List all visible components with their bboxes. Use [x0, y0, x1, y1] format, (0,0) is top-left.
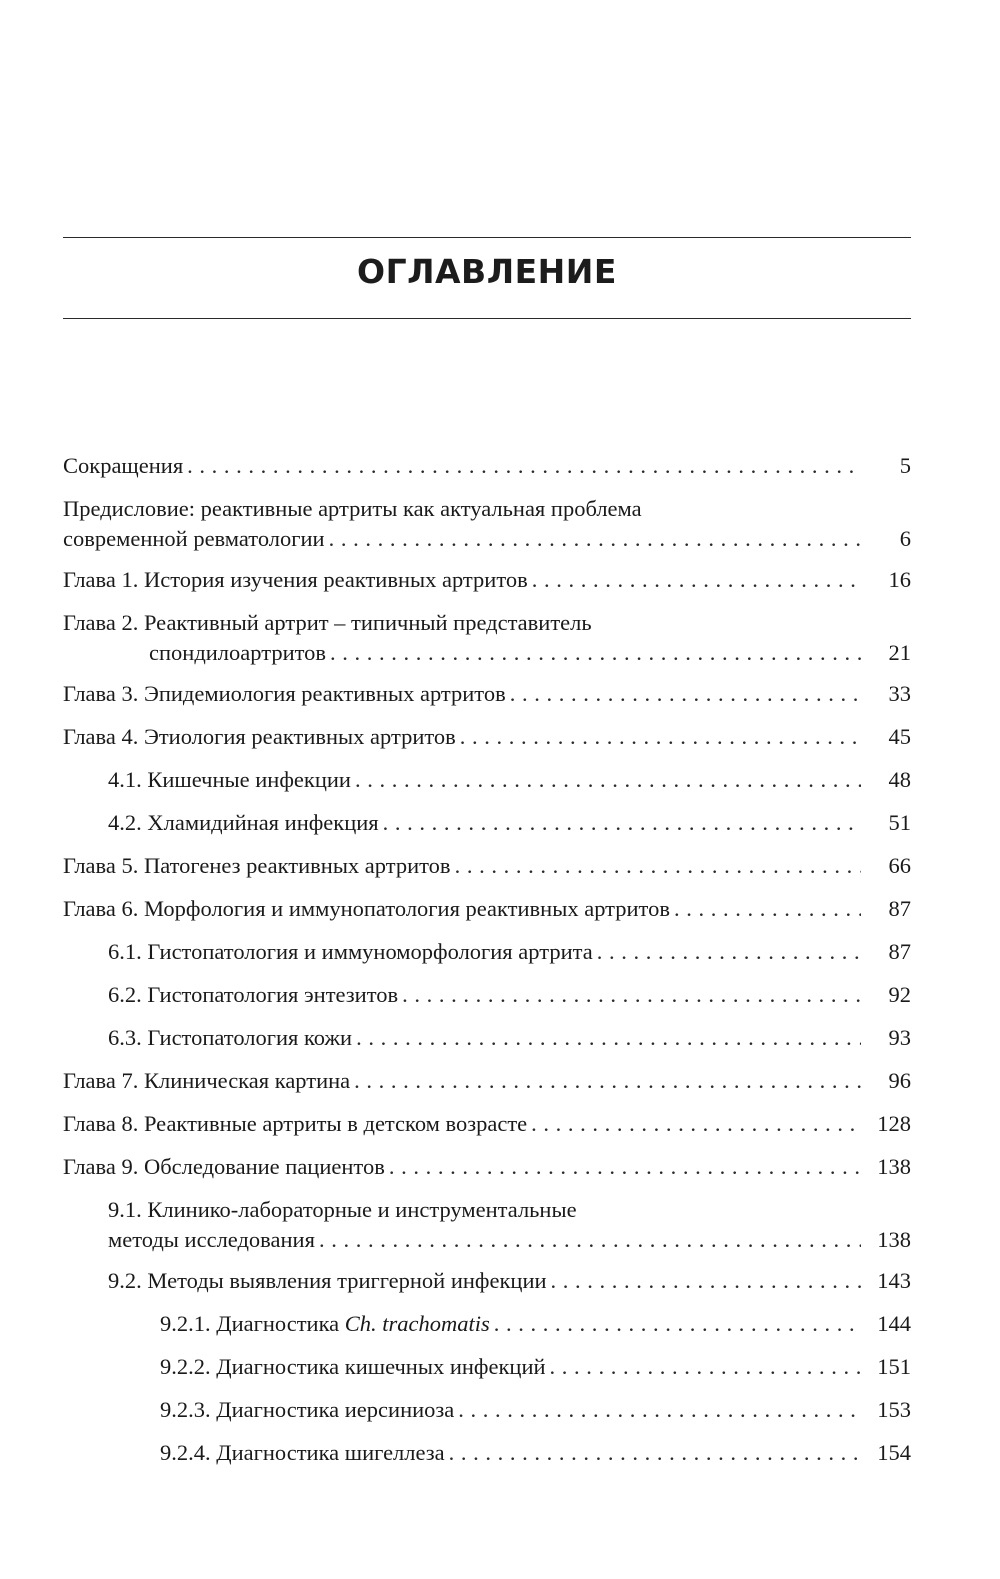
dot-leader [458, 1395, 861, 1425]
toc-entry[interactable] [63, 679, 911, 709]
toc-entry[interactable] [63, 1152, 911, 1182]
toc-entry[interactable] [63, 937, 911, 967]
toc-entry-title-line1: 9.1. Клинико-лабораторные и инструментальные [108, 1197, 577, 1222]
dot-leader [551, 1266, 861, 1296]
toc-entry-title: Глава 6. Морфология и иммунопатология реактивных артритов [63, 896, 670, 921]
toc-entry-page: 154 [877, 1440, 911, 1465]
toc-entry[interactable] [63, 980, 911, 1010]
toc-entry-title: Глава 5. Патогенез реактивных артритов [63, 853, 451, 878]
toc-entry-page: 87 [888, 896, 911, 921]
toc-entry-page: 51 [888, 810, 911, 835]
toc-entry-page: 153 [877, 1397, 911, 1422]
toc-entry-page: 92 [888, 982, 911, 1007]
toc-entry-title: Глава 3. Эпидемиология реактивных артритов [63, 681, 506, 706]
dot-leader [494, 1309, 861, 1339]
dot-leader [355, 765, 861, 795]
toc-entry-page: 93 [888, 1025, 911, 1050]
dot-leader [187, 451, 861, 481]
toc-entry[interactable] [63, 494, 911, 554]
toc-list [63, 0, 911, 1579]
toc-entry-page: 87 [888, 939, 911, 964]
toc-entry[interactable] [63, 808, 911, 838]
toc-entry-title: Глава 8. Реактивные артриты в детском возрасте [63, 1111, 528, 1136]
toc-entry[interactable] [63, 851, 911, 881]
dot-leader [674, 894, 861, 924]
toc-entry-title: спондилоартритов [149, 640, 327, 665]
dot-leader [356, 1023, 861, 1053]
toc-entry[interactable] [63, 451, 911, 481]
toc-entry[interactable] [63, 1352, 911, 1382]
toc-entry[interactable] [63, 1195, 911, 1255]
page-title: ОГЛАВЛЕНИЕ [357, 252, 617, 291]
toc-entry-page: 96 [888, 1068, 911, 1093]
toc-entry-page: 144 [877, 1311, 911, 1336]
toc-entry-title: Глава 7. Клиническая картина [63, 1068, 351, 1093]
dot-leader [550, 1352, 861, 1382]
dot-leader [449, 1438, 861, 1468]
toc-entry-title: Глава 1. История изучения реактивных артритов [63, 567, 528, 592]
toc-entry[interactable] [63, 1438, 911, 1468]
toc-entry-title: Глава 9. Обследование пациентов [63, 1154, 385, 1179]
toc-entry-title: 4.1. Кишечные инфекции [108, 767, 351, 792]
toc-entry-title: Сокращения [63, 453, 184, 478]
toc-entry[interactable] [63, 765, 911, 795]
toc-entry-page: 48 [888, 767, 911, 792]
dot-leader [383, 808, 861, 838]
toc-entry-title: 6.1. Гистопатология и иммуноморфология артрита [108, 939, 593, 964]
dot-leader [532, 565, 861, 595]
dot-leader [531, 1109, 861, 1139]
toc-entry-page: 66 [888, 853, 911, 878]
toc-entry-title: современной ревматологии [63, 526, 325, 551]
toc-entry-title: 9.2. Методы выявления триггерной инфекции [108, 1268, 547, 1293]
toc-entry-page: 143 [877, 1268, 911, 1293]
toc-entry[interactable] [63, 565, 911, 595]
toc-entry-title-prefix: 9.2.1. Диагностика [160, 1311, 345, 1336]
toc-entry[interactable] [63, 894, 911, 924]
dot-leader [319, 1225, 861, 1255]
toc-entry-page: 21 [888, 640, 911, 665]
toc-entry-page: 151 [877, 1354, 911, 1379]
dot-leader [510, 679, 861, 709]
toc-entry-page: 138 [877, 1154, 911, 1179]
toc-entry[interactable] [63, 1266, 911, 1296]
toc-entry[interactable] [63, 1395, 911, 1425]
toc-entry-page: 5 [899, 453, 911, 478]
dot-leader [329, 524, 861, 554]
toc-entry[interactable] [63, 608, 911, 668]
toc-entry-title: 6.3. Гистопатология кожи [108, 1025, 353, 1050]
dot-leader [330, 638, 861, 668]
toc-entry-page: 16 [888, 567, 911, 592]
dot-leader [389, 1152, 861, 1182]
toc-entry-title-italic: Ch. trachomatis [344, 1311, 490, 1336]
toc-entry-title-line1: Глава 2. Реактивный артрит – типичный представитель [63, 610, 592, 635]
dot-leader [597, 937, 861, 967]
dot-leader [455, 851, 861, 881]
toc-entry-title: 9.2.4. Диагностика шигеллеза [160, 1440, 445, 1465]
toc-entry[interactable] [63, 1023, 911, 1053]
toc-entry-title: методы исследования [108, 1227, 315, 1252]
toc-entry-title-line1: Предисловие: реактивные артриты как актуальная проблема [63, 496, 642, 521]
dot-leader [402, 980, 861, 1010]
toc-entry-title [160, 1309, 490, 1339]
toc-entry-title: 9.2.3. Диагностика иерсиниоза [160, 1397, 455, 1422]
toc-entry-page: 6 [899, 526, 911, 551]
toc-entry-page: 33 [888, 681, 911, 706]
dot-leader [460, 722, 861, 752]
toc-entry-title: 9.2.2. Диагностика кишечных инфекций [160, 1354, 546, 1379]
toc-entry[interactable] [63, 1109, 911, 1139]
toc-entry-page: 138 [877, 1227, 911, 1252]
toc-entry-page: 45 [888, 724, 911, 749]
toc-entry-title: 6.2. Гистопатология энтезитов [108, 982, 399, 1007]
dot-leader [354, 1066, 861, 1096]
toc-entry-title: Глава 4. Этиология реактивных артритов [63, 724, 456, 749]
toc-entry[interactable] [63, 722, 911, 752]
toc-entry[interactable] [63, 1066, 911, 1096]
toc-entry[interactable] [63, 1309, 911, 1339]
toc-entry-page: 128 [877, 1111, 911, 1136]
toc-entry-title: 4.2. Хламидийная инфекция [108, 810, 379, 835]
